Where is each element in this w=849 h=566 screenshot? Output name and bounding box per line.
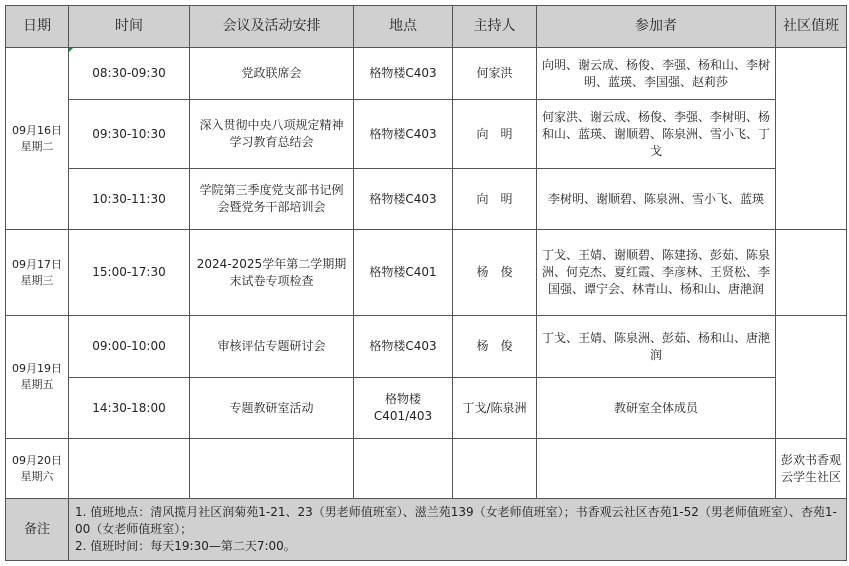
header-time: 时间 bbox=[69, 6, 190, 48]
date-text: 09月17日 bbox=[12, 257, 62, 271]
host-cell: 何家洪 bbox=[453, 48, 537, 100]
time-cell: 14:30-18:00 bbox=[69, 378, 190, 439]
host-cell: 向 明 bbox=[453, 100, 537, 169]
schedule-table bbox=[5, 5, 847, 561]
date-cell bbox=[6, 230, 69, 316]
notes-line-2: 2. 值班时间：每天19:30—第二天7:00。 bbox=[75, 539, 296, 553]
attendees-cell: 李树明、谢顺碧、陈泉洲、雪小飞、蓝瑛 bbox=[537, 169, 776, 230]
time-cell: 08:30-09:30 bbox=[69, 48, 190, 100]
attendees-cell: 何家洪、谢云成、杨俊、李强、李树明、杨和山、蓝瑛、谢顺碧、陈泉洲、雪小飞、丁戈 bbox=[537, 100, 776, 169]
notes-line-1: 1. 值班地点：清风揽月社区润菊苑1-21、23（男老师值班室）、滋兰苑139（女老师值班室）；书香观云社区杏苑1-52（男老师值班室）、杏苑1-00（女老师值班室）； bbox=[75, 505, 837, 536]
date-cell bbox=[6, 439, 69, 499]
event-cell: 党政联席会 bbox=[190, 48, 354, 100]
attendees-cell: 向明、谢云成、杨俊、李强、杨和山、李树明、蓝瑛、李国强、赵莉莎 bbox=[537, 48, 776, 100]
date-text: 09月16日 bbox=[12, 123, 62, 137]
place-cell: 格物楼C401/403 bbox=[354, 378, 453, 439]
host-cell bbox=[453, 439, 537, 499]
place-cell bbox=[354, 439, 453, 499]
table-row bbox=[6, 230, 847, 316]
date-text: 09月19日 bbox=[12, 362, 62, 375]
table-row bbox=[6, 378, 847, 439]
place-cell: 格物楼C403 bbox=[354, 169, 453, 230]
attendees-cell bbox=[537, 439, 776, 499]
event-cell: 2024-2025学年第二学期期末试卷专项检查 bbox=[190, 230, 354, 316]
table-row bbox=[6, 48, 847, 100]
table-row bbox=[6, 439, 847, 499]
attendees-cell: 教研室全体成员 bbox=[537, 378, 776, 439]
time-cell: 15:00-17:30 bbox=[69, 230, 190, 316]
table-row bbox=[6, 100, 847, 169]
weekday-text: 星期二 bbox=[20, 139, 54, 153]
host-cell: 丁戈/陈泉洲 bbox=[453, 378, 537, 439]
attendees-cell: 丁戈、王婧、谢顺碧、陈建扬、彭茹、陈泉洲、何克杰、夏红霞、李彦林、王贤松、李国强、谭宁会、林青山、杨和山、唐滟润 bbox=[537, 230, 776, 316]
notes-label: 备注 bbox=[6, 499, 69, 561]
place-cell: 格物楼C403 bbox=[354, 100, 453, 169]
weekday-text: 星期五 bbox=[20, 378, 54, 391]
weekday-text: 星期六 bbox=[20, 469, 54, 483]
duty-cell: 彭欢书香观云学生社区 bbox=[776, 439, 847, 499]
header-attendees: 参加者 bbox=[537, 6, 776, 48]
header-date: 日期 bbox=[6, 6, 69, 48]
weekday-text: 星期三 bbox=[20, 273, 54, 287]
header-event: 会议及活动安排 bbox=[190, 6, 354, 48]
time-cell: 09:00-10:00 bbox=[69, 316, 190, 378]
attendees-cell: 丁戈、王婧、陈泉洲、彭茹、杨和山、唐滟润 bbox=[537, 316, 776, 378]
notes-body bbox=[69, 499, 847, 561]
date-text: 09月20日 bbox=[12, 453, 62, 467]
table-row bbox=[6, 316, 847, 378]
header-host: 主持人 bbox=[453, 6, 537, 48]
time-cell: 09:30-10:30 bbox=[69, 100, 190, 169]
event-cell: 专题教研室活动 bbox=[190, 378, 354, 439]
place-cell: 格物楼C403 bbox=[354, 316, 453, 378]
table-row bbox=[6, 169, 847, 230]
duty-cell bbox=[776, 230, 847, 316]
header-place: 地点 bbox=[354, 6, 453, 48]
host-cell: 向 明 bbox=[453, 169, 537, 230]
place-cell: 格物楼C401 bbox=[354, 230, 453, 316]
date-cell bbox=[6, 48, 69, 230]
event-cell: 学院第三季度党支部书记例会暨党务干部培训会 bbox=[190, 169, 354, 230]
duty-cell bbox=[776, 316, 847, 439]
duty-cell bbox=[776, 48, 847, 230]
host-cell: 杨 俊 bbox=[453, 316, 537, 378]
time-cell: 10:30-11:30 bbox=[69, 169, 190, 230]
place-cell: 格物楼C403 bbox=[354, 48, 453, 100]
time-cell bbox=[69, 439, 190, 499]
date-cell bbox=[6, 316, 69, 439]
host-cell: 杨 俊 bbox=[453, 230, 537, 316]
header-row bbox=[6, 6, 847, 48]
event-cell: 深入贯彻中央八项规定精神学习教育总结会 bbox=[190, 100, 354, 169]
event-cell bbox=[190, 439, 354, 499]
notes-row bbox=[6, 499, 847, 561]
header-duty: 社区值班 bbox=[776, 6, 847, 48]
event-cell: 审核评估专题研讨会 bbox=[190, 316, 354, 378]
